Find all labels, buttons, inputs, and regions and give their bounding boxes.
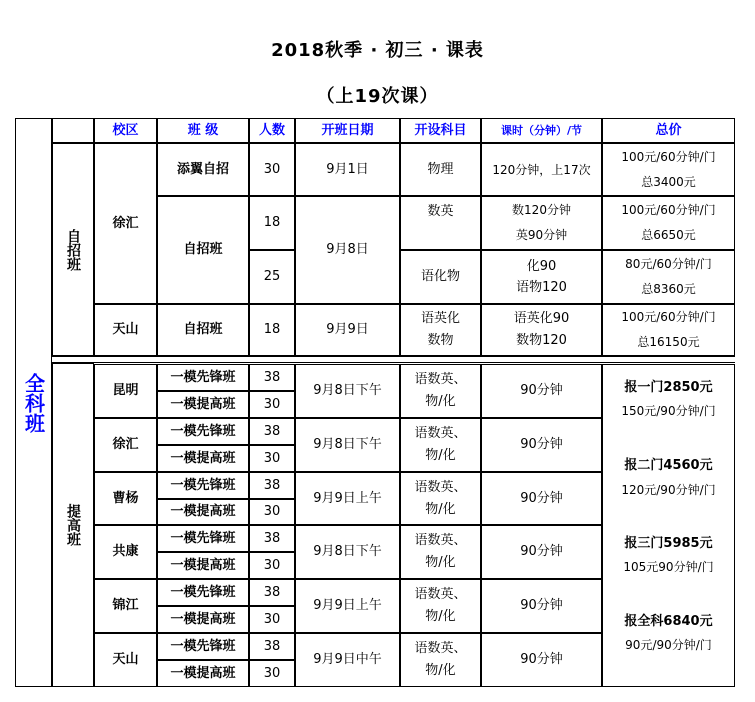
price-per-unit: 100元/60分钟/门 xyxy=(621,310,716,324)
subject-line: 物/化 xyxy=(425,609,456,624)
subject-cell xyxy=(400,364,481,418)
duration-cell: 90分钟 xyxy=(481,418,602,472)
subject-cell xyxy=(400,304,481,356)
campus-cell: 徐汇 xyxy=(94,143,157,304)
date-cell: 9月9日上午 xyxy=(295,472,400,525)
price-total: 总8360元 xyxy=(641,282,696,296)
subject-cell xyxy=(400,472,481,525)
header-duration: 课时（分钟）/节 xyxy=(481,118,602,143)
price-per-unit: 150元/90分钟/门 xyxy=(621,404,716,418)
duration-cell: 90分钟 xyxy=(481,633,602,687)
class-cell: 一模提高班 xyxy=(157,499,249,525)
subject-cell: 语化物 xyxy=(400,250,481,304)
class-cell: 自招班 xyxy=(157,304,249,356)
campus-cell: 锦江 xyxy=(94,579,157,633)
subject-line: 物/化 xyxy=(425,663,456,678)
class-cell: 一模先锋班 xyxy=(157,525,249,552)
price-per-unit: 100元/60分钟/门 xyxy=(621,203,716,217)
price-option: 报三门5985元 xyxy=(624,536,713,551)
date-cell: 9月8日下午 xyxy=(295,418,400,472)
subject-cell xyxy=(400,633,481,687)
duration-cell: 120分钟，上17次 xyxy=(481,143,602,196)
subject-line: 语数英、 xyxy=(414,587,467,602)
people-cell: 30 xyxy=(249,552,295,579)
price-per-unit: 80元/60分钟/门 xyxy=(625,257,712,271)
price-cell xyxy=(602,196,735,250)
people-cell: 30 xyxy=(249,660,295,687)
duration-line: 数物120 xyxy=(516,333,567,348)
date-cell: 9月9日 xyxy=(295,304,400,356)
header-blank xyxy=(52,118,94,143)
group-self-label: 自招班 xyxy=(52,143,94,356)
page-subtitle: （上19次课） xyxy=(316,86,439,107)
price-per-unit: 120元/90分钟/门 xyxy=(621,483,716,497)
duration-cell: 90分钟 xyxy=(481,364,602,418)
price-per-unit: 90元/90分钟/门 xyxy=(625,638,712,652)
people-cell: 18 xyxy=(249,304,295,356)
people-cell: 38 xyxy=(249,633,295,660)
subject-cell: 数英 xyxy=(400,196,481,250)
subject-line: 语数英、 xyxy=(414,372,467,387)
duration-line: 语英化90 xyxy=(513,311,570,326)
header-start-date: 开班日期 xyxy=(295,118,400,143)
schedule-table xyxy=(15,118,735,687)
header-price: 总价 xyxy=(602,118,735,143)
people-cell: 25 xyxy=(249,250,295,304)
duration-line: 化90 xyxy=(526,259,557,274)
date-cell: 9月9日中午 xyxy=(295,633,400,687)
price-total: 总3400元 xyxy=(641,174,696,189)
class-cell: 添翼自招 xyxy=(157,143,249,196)
price-cell xyxy=(602,304,735,356)
price-per-unit: 100元/60分钟/门 xyxy=(621,149,716,164)
class-cell: 一模提高班 xyxy=(157,660,249,687)
subject-line: 语数英、 xyxy=(414,533,467,548)
subject-cell xyxy=(400,418,481,472)
subject-line: 语英化 xyxy=(420,311,460,326)
section-divider xyxy=(52,356,735,363)
duration-cell xyxy=(481,196,602,250)
people-cell: 38 xyxy=(249,579,295,606)
duration-cell: 90分钟 xyxy=(481,579,602,633)
class-cell: 一模提高班 xyxy=(157,606,249,633)
class-cell: 一模提高班 xyxy=(157,391,249,418)
duration-line: 数120分钟 xyxy=(512,203,571,217)
price-cell xyxy=(602,143,735,196)
campus-cell: 共康 xyxy=(94,525,157,579)
header-campus: 校区 xyxy=(94,118,157,143)
people-cell: 38 xyxy=(249,472,295,499)
class-cell: 一模先锋班 xyxy=(157,364,249,391)
group-all-label: 全科班 xyxy=(15,118,52,687)
subject-line: 语数英、 xyxy=(414,479,467,495)
people-cell: 30 xyxy=(249,499,295,525)
header-people: 人数 xyxy=(249,118,295,143)
campus-cell: 天山 xyxy=(94,633,157,687)
subject-line: 数物 xyxy=(427,333,454,348)
campus-cell: 徐汇 xyxy=(94,418,157,472)
duration-line: 英90分钟 xyxy=(515,228,568,242)
duration-cell: 90分钟 xyxy=(481,525,602,579)
class-cell: 一模先锋班 xyxy=(157,472,249,499)
people-cell: 38 xyxy=(249,364,295,391)
price-option: 报全科6840元 xyxy=(624,614,713,629)
date-cell: 9月8日下午 xyxy=(295,525,400,579)
campus-cell: 曹杨 xyxy=(94,472,157,525)
subject-line: 语数英、 xyxy=(414,641,467,656)
class-cell: 一模先锋班 xyxy=(157,579,249,606)
subject-line: 物/化 xyxy=(425,394,456,409)
class-cell: 一模先锋班 xyxy=(157,418,249,445)
subject-line: 物/化 xyxy=(425,501,456,517)
class-cell: 一模提高班 xyxy=(157,445,249,472)
date-cell: 9月1日 xyxy=(295,143,400,196)
subject-line: 语数英、 xyxy=(414,426,467,441)
people-cell: 30 xyxy=(249,143,295,196)
header-subjects: 开设科目 xyxy=(400,118,481,143)
class-cell: 一模提高班 xyxy=(157,552,249,579)
subject-cell: 物理 xyxy=(400,143,481,196)
campus-cell: 昆明 xyxy=(94,364,157,418)
price-option: 报二门4560元 xyxy=(624,458,713,473)
campus-cell: 天山 xyxy=(94,304,157,356)
duration-cell: 90分钟 xyxy=(481,472,602,525)
duration-line: 语物120 xyxy=(516,280,567,295)
class-cell: 自招班 xyxy=(157,196,249,304)
group-improve-label: 提高班 xyxy=(52,363,94,687)
pricing-cell xyxy=(602,364,735,687)
price-option: 报一门2850元 xyxy=(624,380,713,395)
people-cell: 38 xyxy=(249,525,295,552)
people-cell: 18 xyxy=(249,196,295,250)
price-total: 总6650元 xyxy=(641,228,696,242)
date-cell: 9月8日 xyxy=(295,196,400,304)
people-cell: 38 xyxy=(249,418,295,445)
class-cell: 一模先锋班 xyxy=(157,633,249,660)
price-cell xyxy=(602,250,735,304)
subject-cell xyxy=(400,525,481,579)
subject-cell xyxy=(400,579,481,633)
price-per-unit: 105元90分钟/门 xyxy=(623,560,714,574)
people-cell: 30 xyxy=(249,391,295,418)
duration-cell xyxy=(481,250,602,304)
date-cell: 9月9日上午 xyxy=(295,579,400,633)
duration-cell xyxy=(481,304,602,356)
people-cell: 30 xyxy=(249,445,295,472)
subject-line: 物/化 xyxy=(425,448,456,463)
price-total: 总16150元 xyxy=(637,335,700,349)
page-title: 2018秋季 · 初三 · 课表 xyxy=(271,40,484,61)
header-class: 班 级 xyxy=(157,118,249,143)
date-cell: 9月8日下午 xyxy=(295,364,400,418)
subject-line: 物/化 xyxy=(425,555,456,570)
people-cell: 30 xyxy=(249,606,295,633)
